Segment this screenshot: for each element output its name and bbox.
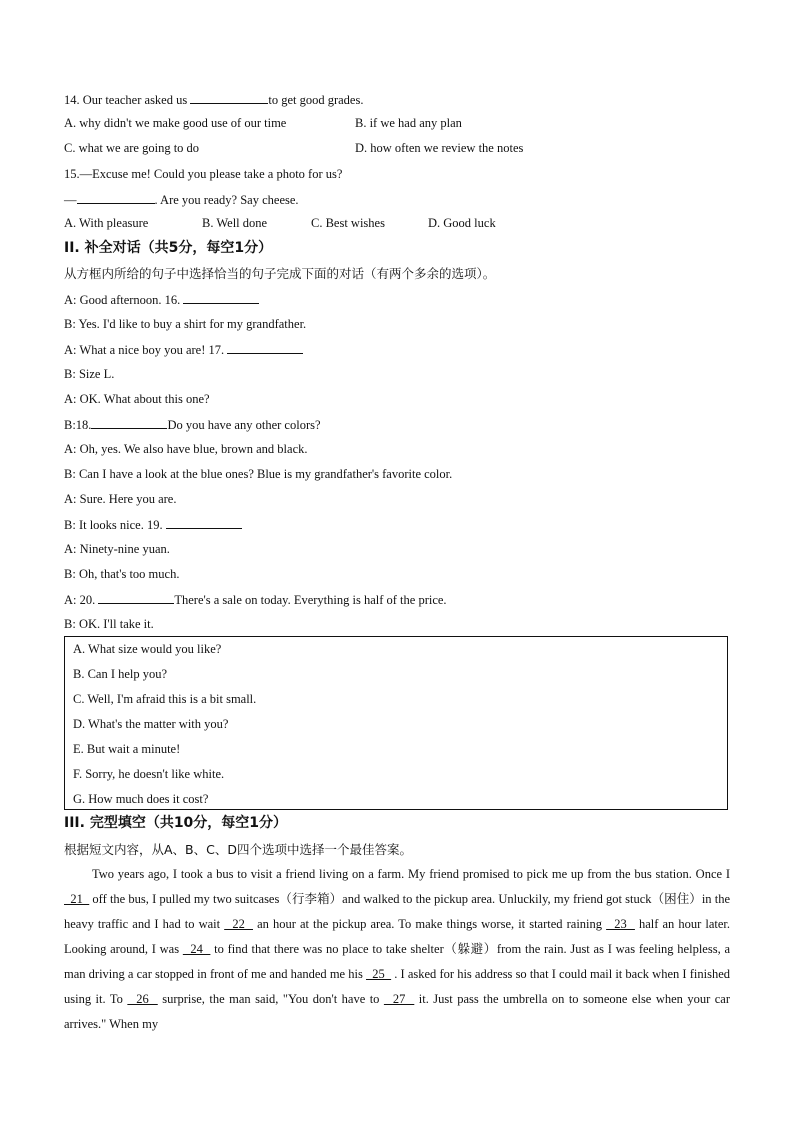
q14-stem-after: to get good grades. (268, 93, 364, 107)
dialogue-line (64, 366, 114, 382)
speaker-label: A: (64, 392, 80, 406)
cloze-blank[interactable]: 22 (224, 917, 253, 931)
section-2-instruction: 从方框内所给的句子中选择恰当的句子完成下面的对话（有两个多余的选项）。 (64, 266, 496, 281)
dialogue-line (64, 391, 210, 407)
dialogue-text: Ninety-nine yuan. (79, 542, 170, 556)
box-option-b: B. Can I help you? (73, 667, 168, 681)
dialogue-text: Do you have any other colors? (167, 418, 321, 432)
dialogue-text: Yes. I'd like to buy a shirt for my grandfather. (78, 317, 307, 331)
cloze-text: off the bus, I pulled my two suitcases（行李箱）and walked to the pickup area. Unluckily, my friend got stuck（困住）in the heavy traffic and I had to wait (64, 892, 731, 931)
cloze-paragraph (64, 862, 730, 1037)
dialogue-text: Size L. (78, 367, 115, 381)
box-option-d: D. What's the matter with you? (73, 717, 229, 731)
dialogue-text: Can I have a look at the blue ones? Blue is my grandfather's favorite color. (78, 467, 453, 481)
speaker-label: A: (64, 293, 80, 307)
q15-option-d: D. Good luck (428, 216, 496, 230)
dialogue-text: OK. I'll take it. (78, 617, 154, 631)
cloze-text: half an hour later. Looking around, I was (64, 917, 730, 956)
speaker-label: B: (64, 317, 79, 331)
section-2-title: II. 补全对话（共5分，每空1分） (64, 240, 273, 256)
dialogue-answer-blank[interactable] (91, 416, 167, 429)
dialogue-answer-blank[interactable] (166, 516, 242, 529)
dialogue-line (64, 341, 303, 358)
cloze-blank[interactable]: 27 (383, 992, 415, 1006)
speaker-label: A: (64, 442, 80, 456)
speaker-label: A: (64, 492, 80, 506)
q15-answer-blank[interactable] (77, 191, 155, 204)
dialogue-line (64, 516, 242, 533)
speaker-label: B:18. (64, 418, 92, 432)
speaker-label: A: (64, 542, 80, 556)
cloze-blank[interactable]: 25 (366, 967, 392, 981)
speaker-label: B: (64, 518, 79, 532)
q14-answer-blank[interactable] (190, 91, 268, 104)
q14-option-a: A. why didn't we make good use of our time (64, 116, 287, 130)
box-option-f: F. Sorry, he doesn't like white. (73, 767, 225, 781)
question-15-reply (64, 191, 299, 208)
dialogue-line (64, 441, 308, 457)
cloze-blank[interactable]: 24 (182, 942, 211, 956)
question-14-stem (64, 91, 363, 108)
cloze-text: an hour at the pickup area. To make things worse, it started raining (253, 917, 607, 931)
dialogue-line (64, 566, 179, 582)
dialogue-text: There's a sale on today. Everything is half of the price. (174, 593, 447, 607)
q15-reply-after: . Are you ready? Say cheese. (154, 193, 299, 207)
speaker-label: B: (64, 567, 79, 581)
box-option-e: E. But wait a minute! (73, 742, 181, 756)
q14-option-d: D. how often we review the notes (355, 141, 524, 155)
speaker-label: A: (64, 593, 80, 607)
q15-option-b: B. Well done (202, 216, 268, 230)
options-box (64, 636, 728, 810)
cloze-text: surprise, the man said, "You don't have to (157, 992, 384, 1006)
box-option-a: A. What size would you like? (73, 642, 222, 656)
dialogue-text: Oh, that's too much. (78, 567, 180, 581)
dialogue-line (64, 416, 321, 433)
cloze-text: it. Just pass the umbrella on to someone else when your car arrives." When my (64, 992, 731, 1031)
cloze-text: to find that there was no place to take shelter（躲避）from the rain. Just as I was feeling helpless, a man driving a car stopped in front of me and handed me his (64, 942, 731, 981)
speaker-label: A: (64, 343, 80, 357)
cloze-blank[interactable]: 26 (127, 992, 158, 1006)
dialogue-text: OK. What about this one? (79, 392, 210, 406)
speaker-label: B: (64, 467, 79, 481)
q14-stem-before: 14. Our teacher asked us (64, 93, 191, 107)
q14-option-c: C. what we are going to do (64, 141, 200, 155)
question-15-stem: 15.—Excuse me! Could you please take a photo for us? (64, 167, 343, 181)
section-3-title: III. 完型填空（共10分，每空1分） (64, 815, 288, 831)
box-option-g: G. How much does it cost? (73, 792, 209, 806)
dialogue-line (64, 616, 154, 632)
dialogue-text: Oh, yes. We also have blue, brown and black. (79, 442, 308, 456)
dialogue-line (64, 491, 176, 507)
dialogue-line (64, 316, 306, 332)
dialogue-text: Sure. Here you are. (79, 492, 177, 506)
dialogue-answer-blank[interactable] (183, 291, 259, 304)
q15-reply-prefix: — (64, 193, 77, 207)
box-option-c: C. Well, I'm afraid this is a bit small. (73, 692, 257, 706)
cloze-blank[interactable]: 21 (64, 892, 90, 906)
dialogue-answer-blank[interactable] (98, 591, 174, 604)
q14-option-b: B. if we had any plan (355, 116, 462, 130)
cloze-text: . I asked for his address so that I could mail it back when I finished using it. To (64, 967, 730, 1006)
dialogue-answer-blank[interactable] (227, 341, 303, 354)
dialogue-line (64, 466, 452, 482)
q15-option-a: A. With pleasure (64, 216, 149, 230)
dialogue-text: 20. (79, 593, 99, 607)
speaker-label: B: (64, 367, 79, 381)
dialogue-line (64, 291, 259, 308)
speaker-label: B: (64, 617, 79, 631)
dialogue-text: It looks nice. 19. (78, 518, 166, 532)
dialogue-text: What a nice boy you are! 17. (79, 343, 228, 357)
cloze-passage (64, 862, 730, 1037)
cloze-text: Two years ago, I took a bus to visit a friend living on a farm. My friend promised to pick me up from the bus station. Once I (92, 867, 730, 881)
q15-option-c: C. Best wishes (311, 216, 385, 230)
cloze-blank[interactable]: 23 (606, 917, 635, 931)
section-3-instruction: 根据短文内容，从A、B、C、D四个选项中选择一个最佳答案。 (64, 842, 412, 857)
dialogue-line (64, 541, 170, 557)
dialogue-text: Good afternoon. 16. (79, 293, 184, 307)
dialogue-line (64, 591, 447, 608)
